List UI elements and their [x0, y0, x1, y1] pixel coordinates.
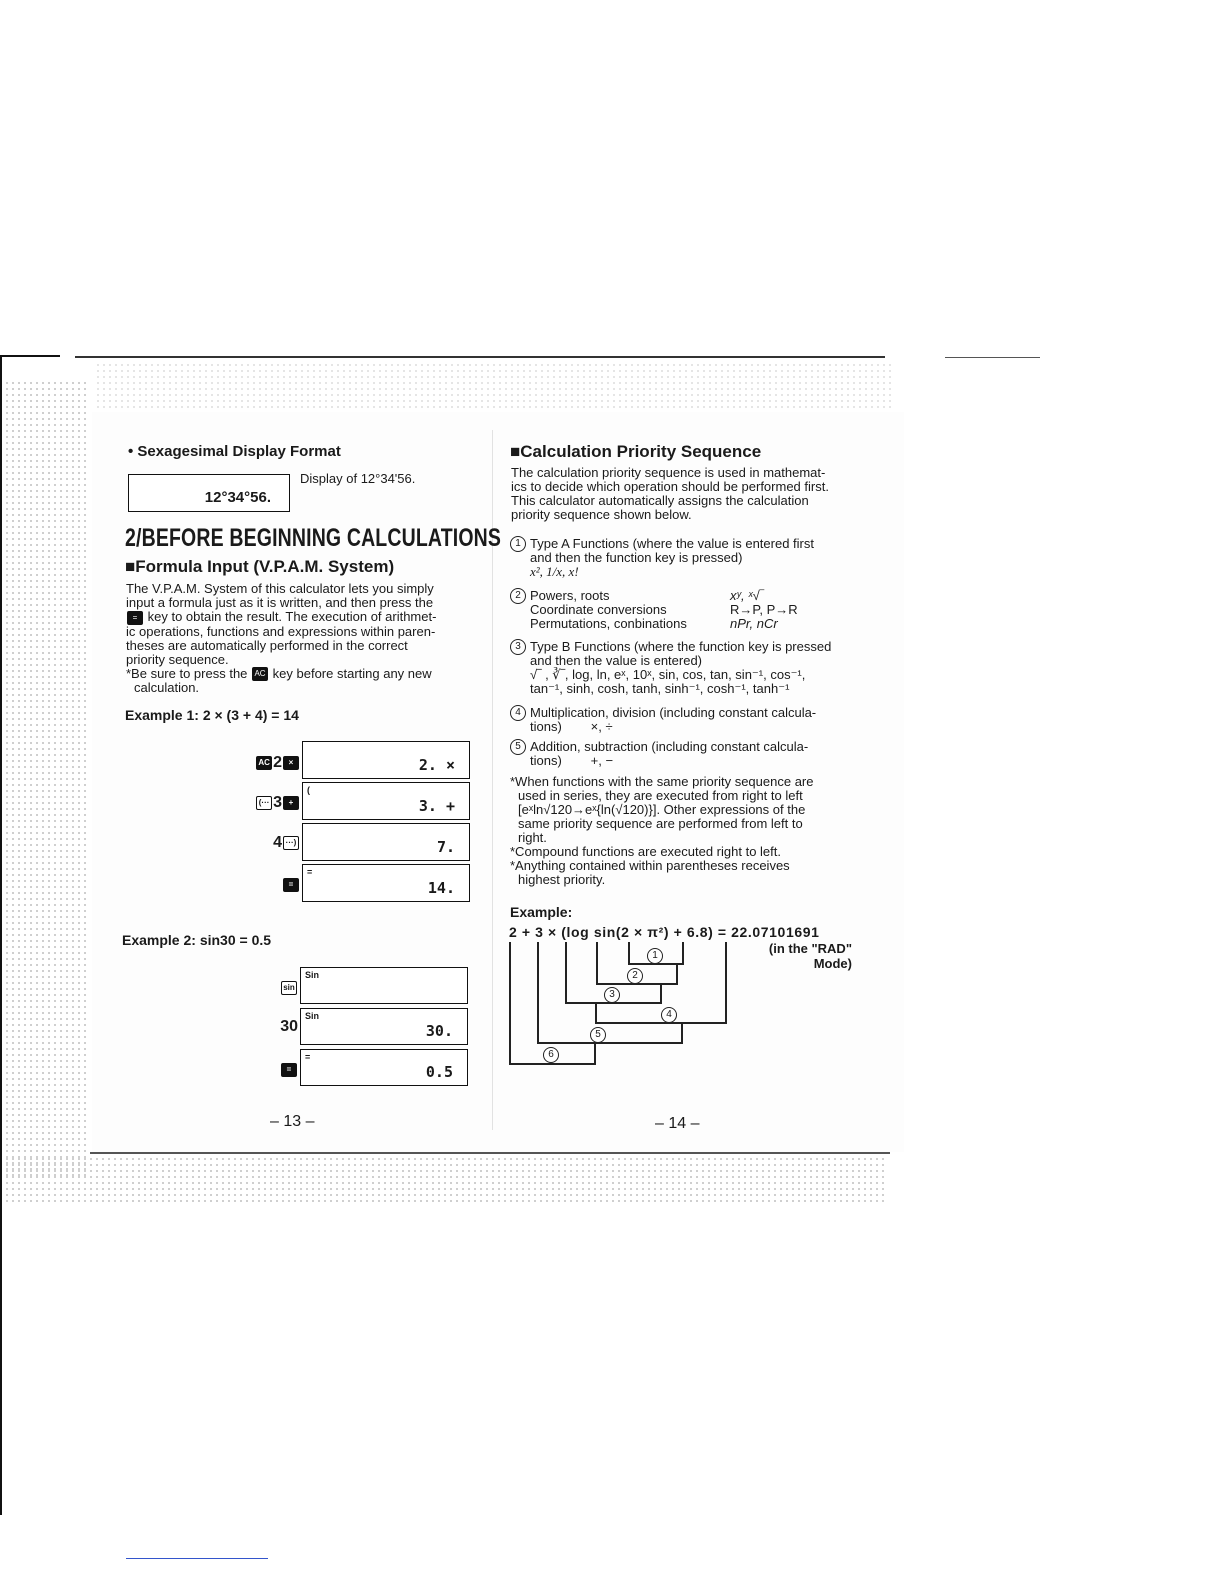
example2-keys-2: [210, 1018, 298, 1036]
note-line: right.: [518, 830, 547, 845]
bracket-line: [596, 942, 598, 984]
ac-note-line2: calculation.: [134, 680, 200, 696]
example1-display-4: [302, 864, 470, 902]
example2-display-1: [300, 967, 468, 1004]
key-digits: 30: [280, 1018, 298, 1035]
bracket-line: [682, 942, 684, 964]
note-line: *Anything contained within parentheses receives: [510, 858, 790, 873]
display-value: 0.5: [425, 1063, 453, 1081]
priority-item-5: [510, 740, 860, 768]
intro-line: ics to decide which operation should be performed first.: [511, 479, 829, 494]
circled-number-6: 6: [543, 1047, 559, 1063]
mode-note-line2: Mode): [813, 956, 852, 971]
open-paren-key-icon: (···: [256, 796, 272, 810]
priority-item-2: [510, 589, 860, 631]
paragraph-line: [126, 610, 472, 625]
item-line: Addition, subtraction (including constant calcula-: [530, 739, 809, 754]
bottom-underline: [126, 1558, 268, 1559]
item-line: Type A Functions (where the value is entered first: [530, 536, 814, 551]
scan-edge-left: [0, 355, 2, 1515]
scan-noise-left: [4, 380, 90, 1180]
scan-edge-top-left: [0, 355, 60, 357]
formula-heading: [125, 557, 394, 577]
item-line: tions) ×, ÷: [530, 719, 613, 734]
circled-number-5: 5: [590, 1027, 606, 1043]
equals-key-icon: =: [281, 1063, 297, 1077]
note-line: same priority sequence are performed from left to: [518, 816, 803, 831]
chapter-title: 2/BEFORE BEGINNING CALCULATIONS: [125, 524, 502, 552]
circled-number: 5: [510, 739, 526, 755]
sexagesimal-display-value: 12°34°56.: [204, 489, 271, 506]
circled-number-3: 3: [604, 987, 620, 1003]
priority-notes: [510, 775, 860, 887]
example2-display-2: [300, 1008, 468, 1045]
item-line: and then the value is entered): [530, 653, 703, 668]
row-value: xʸ, ˣ√‾: [730, 588, 765, 603]
scan-edge-top-right: [945, 357, 1040, 358]
item-line: tions) +, −: [530, 753, 614, 768]
ac-note-prefix: *Be sure to press the: [126, 665, 248, 681]
formula-heading-text: Formula Input (V.P.A.M. System): [135, 557, 395, 576]
priority-heading-text: Calculation Priority Sequence: [520, 442, 762, 461]
bracket-line: [725, 942, 727, 1023]
item-line: Multiplication, division (including constant calcula-: [530, 705, 817, 720]
display-indicator: (: [307, 785, 310, 795]
row-value: nPr, nCr: [730, 616, 778, 631]
bracket-line: [676, 964, 678, 984]
display-value: 7.: [436, 838, 455, 856]
note-line: *When functions with the same priority sequence are: [510, 774, 814, 789]
priority-intro: [511, 466, 861, 522]
example2-display-3: [300, 1049, 468, 1086]
example2-keys-1: [210, 979, 298, 997]
circled-number: 1: [510, 536, 526, 552]
note-line: used in series, they are executed from right to left: [518, 788, 803, 803]
item-line: x², 1/x, x!: [530, 564, 579, 579]
sexagesimal-display: [128, 474, 290, 512]
example-label: Example:: [510, 904, 573, 920]
example1-keys-1: [210, 754, 300, 772]
note-line: highest priority.: [518, 872, 606, 887]
page-number-left: – 13 –: [270, 1113, 315, 1130]
row-label: Permutations, conbinations: [530, 616, 687, 631]
paragraph-line: input a formula just as it is written, and then press the: [126, 595, 434, 610]
paragraph-line: priority sequence.: [126, 651, 229, 667]
display-value: 3. +: [418, 797, 455, 815]
example1-keys-4: [210, 876, 300, 894]
paragraph-line: The V.P.A.M. System of this calculator lets you simply: [126, 581, 434, 596]
circled-number: 3: [510, 639, 526, 655]
bracket-line: [509, 942, 511, 1064]
priority-item-1: [510, 537, 860, 579]
display-indicator: Sin: [305, 970, 320, 980]
intro-line: The calculation priority sequence is used in mathemat-: [511, 465, 826, 480]
key-digits: 4: [273, 834, 282, 851]
circled-number: 2: [510, 588, 526, 604]
ac-key-icon: AC: [252, 667, 268, 681]
sin-key-icon: sin: [281, 981, 297, 995]
scan-noise-top: [95, 362, 895, 412]
note-line: [eˣln√120→eˣ{ln(√120)}]. Other expressions of the: [518, 802, 806, 817]
row-value: R→P, P→R: [730, 602, 798, 617]
row-label: Coordinate conversions: [530, 602, 667, 617]
display-indicator: =: [305, 1052, 311, 1062]
paragraph-line: ic operations, functions and expressions within paren-: [126, 623, 436, 639]
bullet-dot: •: [128, 443, 138, 460]
scan-edge-top: [75, 356, 885, 358]
plus-key-icon: +: [283, 796, 299, 810]
bracket-line: [595, 1003, 597, 1023]
priority-item-3: [510, 640, 862, 696]
example1-display-2: [302, 782, 470, 820]
page-bottom-edge: [90, 1152, 890, 1154]
bracket-line: [537, 1042, 683, 1044]
bracket-line: [681, 1023, 683, 1043]
circled-number-2: 2: [627, 968, 643, 984]
item-line: Type B Functions (where the function key is pressed: [530, 639, 832, 654]
example1-label: Example 1: 2 × (3 + 4) = 14: [125, 707, 299, 723]
equals-key-icon: =: [127, 611, 143, 625]
sexagesimal-caption: Display of 12°34'56.: [300, 471, 416, 486]
example2-keys-3: [210, 1061, 298, 1079]
circled-number-4: 4: [661, 1007, 677, 1023]
equals-key-icon: =: [283, 878, 299, 892]
close-paren-key-icon: ···): [283, 836, 299, 850]
bracket-line: [537, 942, 539, 1043]
circled-number-1: 1: [647, 948, 663, 964]
item-row: [530, 589, 860, 603]
item-row: [530, 617, 860, 631]
paragraph-line-text: key to obtain the result. The execution of arithmet-: [147, 609, 437, 624]
ac-key-icon: AC: [256, 756, 272, 770]
display-indicator: Sin: [305, 1011, 320, 1021]
display-indicator: =: [307, 867, 313, 877]
example1-keys-2: [210, 794, 300, 812]
example-formula: 2 + 3 × (log sin(2 × π²) + 6.8) = 22.07101691: [509, 924, 820, 940]
bracket-line: [565, 942, 567, 1003]
item-line: tan⁻¹, sinh, cosh, tanh, sinh⁻¹, cosh⁻¹, tanh⁻¹: [530, 681, 790, 696]
intro-line: priority sequence shown below.: [511, 507, 692, 522]
example2-label: Example 2: sin30 = 0.5: [122, 932, 272, 948]
bracket-line: [628, 942, 630, 964]
item-line: and then the function key is pressed): [530, 550, 743, 565]
vpam-paragraph: [126, 582, 472, 695]
item-row: [530, 603, 860, 617]
priority-item-4: [510, 706, 860, 734]
bracket-line: [509, 1063, 596, 1065]
square-bullet: ■: [125, 557, 136, 576]
row-label: Powers, roots: [530, 588, 610, 603]
display-value: 2. ×: [418, 756, 455, 774]
bracket-line: [594, 1043, 596, 1064]
display-value: 30.: [425, 1022, 453, 1040]
circled-number: 4: [510, 705, 526, 721]
intro-line: This calculator automatically assigns the calculation: [511, 493, 809, 508]
note-line: *Compound functions are executed right to left.: [510, 844, 781, 859]
times-key-icon: ×: [283, 756, 299, 770]
mode-note: [740, 941, 852, 971]
scan-noise-bottom: [4, 1156, 884, 1206]
example1-display-3: [302, 823, 470, 861]
display-value: 14.: [427, 879, 455, 897]
example1-display-1: [302, 741, 470, 779]
sexagesimal-heading: [128, 443, 341, 460]
bracket-line: [660, 984, 662, 1003]
example1-keys-3: [210, 834, 300, 852]
priority-heading: [510, 442, 761, 462]
item-line: √‾ , ∛‾, log, ln, eˣ, 10ˣ, sin, cos, tan, sin⁻¹, cos⁻¹,: [530, 667, 806, 682]
page-number-right: – 14 –: [655, 1115, 700, 1132]
mode-note-line1: (in the "RAD": [768, 941, 852, 956]
bracket-line: [595, 1022, 727, 1024]
ac-note: [126, 667, 472, 682]
paragraph-line: theses are automatically performed in the correct: [126, 637, 408, 653]
ac-note-suffix: key before starting any new: [272, 665, 432, 681]
square-bullet: ■: [510, 442, 521, 461]
sexagesimal-heading-text: Sexagesimal Display Format: [137, 443, 341, 460]
key-digits: 3: [273, 794, 282, 811]
key-digits: 2: [273, 754, 282, 771]
